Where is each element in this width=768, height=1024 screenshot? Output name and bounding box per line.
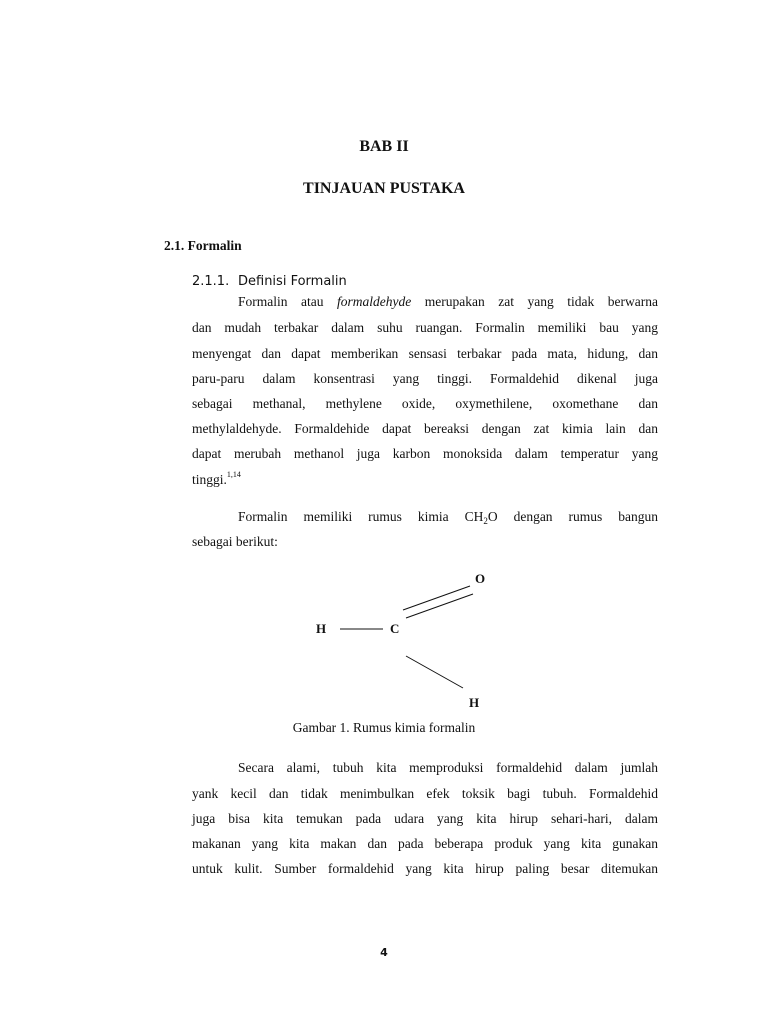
paragraph-1-line-6: methylaldehyde. Formaldehide dapat bereaksi dengan zat kimia lain dan [192,421,658,436]
paragraph-3-line-2: yank kecil dan tidak menimbulkan efek toksik bagi tubuh. Formaldehid [192,786,658,801]
carbon-atom: C [390,621,400,636]
single-bond-c-h [406,656,463,688]
citation-superscript: 1,14 [226,470,241,479]
paragraph-1-line-3: menyengat dan dapat memberikan sensasi terbakar pada mata, hidung, dan [192,346,658,361]
text-span: O dengan rumus bangun [487,509,658,524]
paragraph-1-line-5: sebagai methanal, methylene oxide, oxymethilene, oxomethane dan [192,396,658,411]
subsection-number: 2.1.1. [192,274,230,289]
section-heading: 2.1. Formalin [164,238,242,253]
subscript: 2 [483,516,488,526]
paragraph-1-line-1 [192,292,658,312]
double-bond-line-1 [403,586,470,610]
chapter-heading: BAB II [359,138,409,155]
formalin-structure-diagram [0,560,768,720]
subsection-heading [192,274,347,289]
page-number: 4 [380,946,388,959]
text-span: Formalin memiliki rumus kimia CH [238,509,484,524]
paragraph-3-line-5: untuk kulit. Sumber formaldehid yang kita hirup paling besar ditemukan [192,861,658,876]
hydrogen-atom-bottom: H [469,695,480,710]
paragraph-1-line-2: dan mudah terbakar dalam suhu ruangan. Formalin memiliki bau yang [192,320,658,335]
text-span: Formalin atau [238,294,338,309]
paragraph-3-line-4: makanan yang kita makan dan pada beberapa produk yang kita gunakan [192,836,658,851]
chapter-title: TINJAUAN PUSTAKA [303,180,465,197]
paragraph-3-line-3: juga bisa kita temukan pada udara yang kita hirup sehari-hari, dalam [192,811,658,826]
double-bond-line-2 [406,594,473,618]
paragraph-3-line-1: Secara alami, tubuh kita memproduksi formaldehid dalam jumlah [238,760,658,775]
paragraph-2-line-2: sebagai berikut: [192,534,278,549]
figure-caption: Gambar 1. Rumus kimia formalin [292,720,476,735]
hydrogen-atom-left: H [316,621,327,636]
text-span: tinggi. [192,472,227,487]
oxygen-atom: O [475,571,486,586]
paragraph-1-line-4: paru-paru dalam konsentrasi yang tinggi. Formaldehid dikenal juga [192,371,658,386]
text-span: merupakan zat yang tidak berwarna [411,294,658,309]
subsection-title: Definisi Formalin [238,274,347,289]
paragraph-1-line-8 [192,470,658,490]
paragraph-1-line-7: dapat merubah methanol juga karbon monoksida dalam temperatur yang [192,446,658,461]
paragraph-2-line-1 [192,507,658,527]
italic-term: formaldehyde [337,294,412,309]
